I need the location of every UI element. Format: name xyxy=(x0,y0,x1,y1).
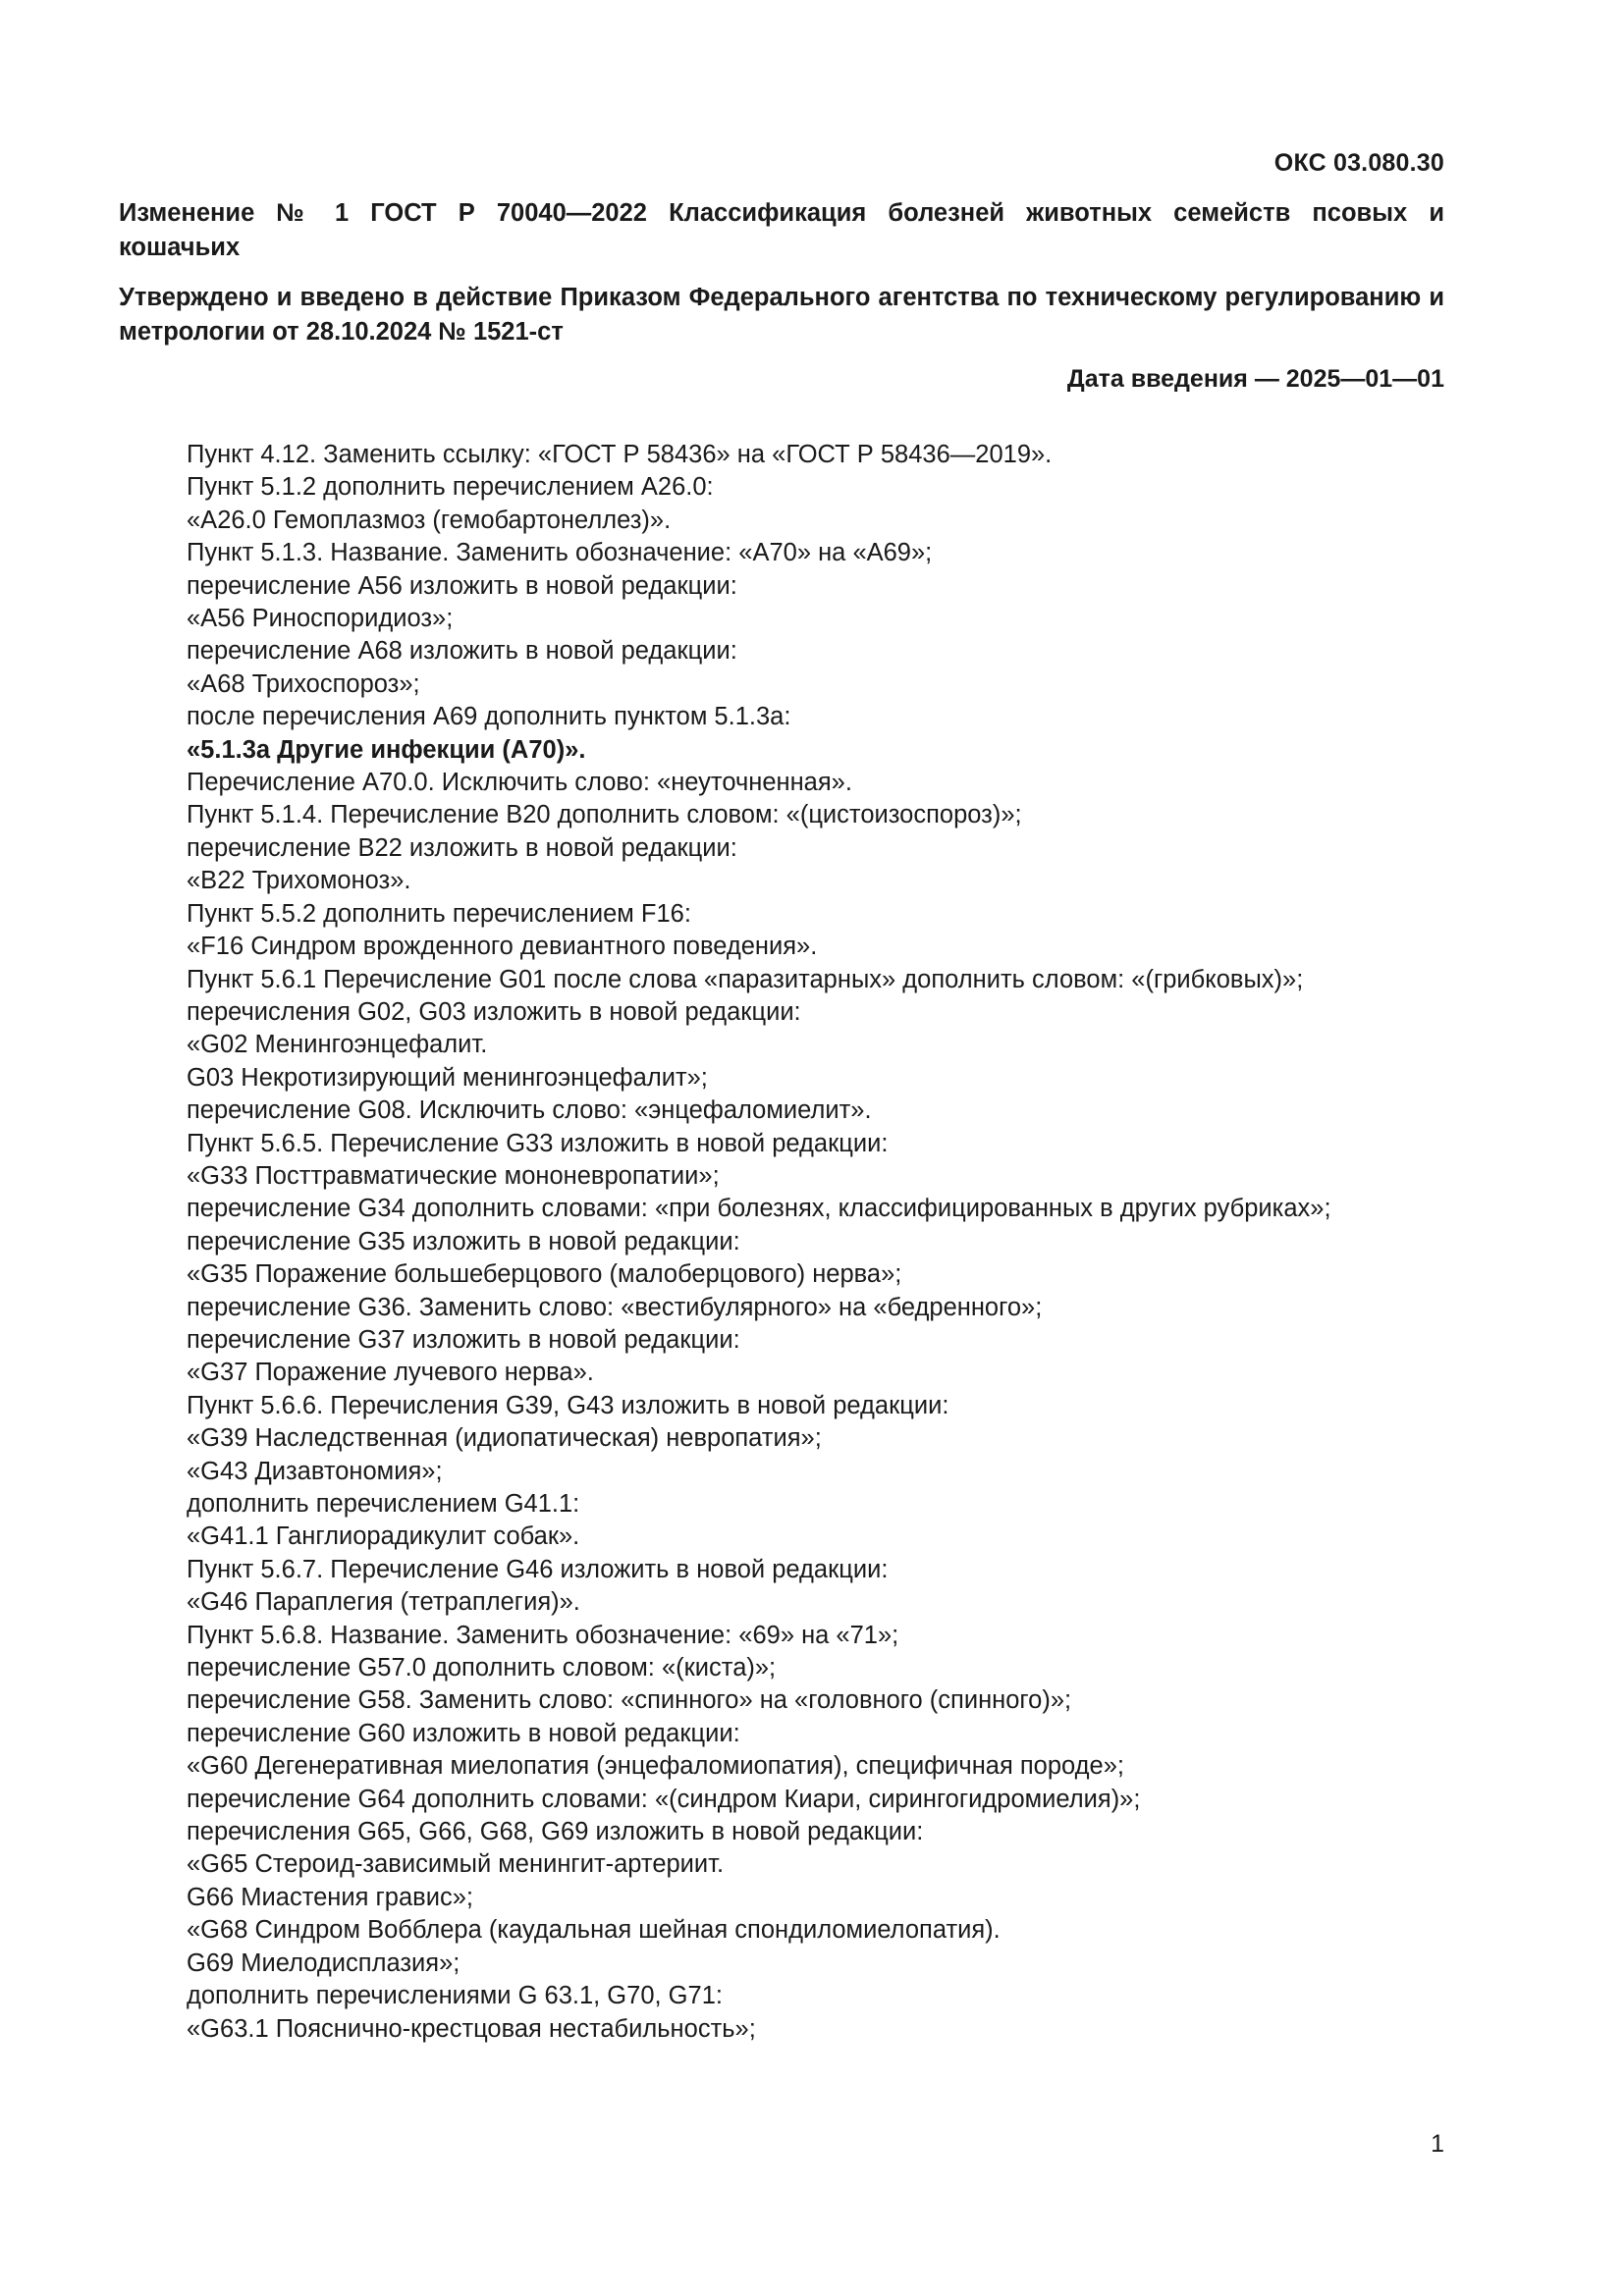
text-line: «G65 Стероид-зависимый менингит-артериит. xyxy=(187,1850,725,1879)
text-line: G03 Некротизирующий менингоэнцефалит»; xyxy=(187,1063,708,1092)
text-line: Пункт 5.6.7. Перечисление G46 изложить в новой редакции: xyxy=(187,1555,889,1583)
text-line: «В22 Трихомоноз». xyxy=(187,867,411,895)
text-line: «А56 Риноспоридиоз»; xyxy=(187,605,454,633)
page-number: 1 xyxy=(1431,2130,1444,2158)
text-line: «G35 Поражение большеберцового (малоберцового) нерва»; xyxy=(187,1260,902,1289)
text-line: Пункт 5.6.8. Название. Заменить обозначение: «69» на «71»; xyxy=(187,1621,899,1649)
text-line: Пункт 5.5.2 дополнить перечислением F16: xyxy=(187,899,691,928)
text-line: перечисление G34 дополнить словами: «при болезнях, классифицированных в других рубриках»; xyxy=(187,1195,1331,1223)
text-line: Пункт 5.1.3. Название. Заменить обозначение: «А70» на «А69»; xyxy=(187,539,933,567)
text-line: Пункт 5.6.5. Перечисление G33 изложить в новой редакции: xyxy=(187,1129,889,1157)
text-line: G69 Миелодисплазия»; xyxy=(187,1949,460,1977)
text-line: перечисления G65, G66, G68, G69 изложить в новой редакции: xyxy=(187,1818,924,1846)
text-line: перечисления G02, G03 изложить в новой редакции: xyxy=(187,997,801,1026)
text-line: перечисление G37 изложить в новой редакции: xyxy=(187,1325,740,1354)
text-line: «А26.0 Гемоплазмоз (гемобартонеллез)». xyxy=(187,506,672,534)
amendment-text xyxy=(187,439,1453,2046)
text-line: Пункт 5.1.2 дополнить перечислением А26.0: xyxy=(187,473,714,502)
text-line: «G68 Синдром Вобблера (каудальная шейная спондиломиелопатия). xyxy=(187,1916,1001,1945)
text-line: перечисление G36. Заменить слово: «вестибулярного» на «бедренного»; xyxy=(187,1293,1043,1321)
text-line: перечисление G64 дополнить словами: «(синдром Киари, сирингогидромиелия)»; xyxy=(187,1785,1141,1813)
text-line: Перечисление А70.0. Исключить слово: «неуточненная». xyxy=(187,769,852,797)
introduction-date: Дата введения — 2025—01—01 xyxy=(1066,365,1444,393)
text-line: перечисление G58. Заменить слово: «спинного» на «головного (спинного)»; xyxy=(187,1686,1072,1715)
text-line: дополнить перечислением G41.1: xyxy=(187,1490,580,1518)
text-line: «G46 Параплегия (тетраплегия)». xyxy=(187,1588,580,1617)
text-line: «G63.1 Пояснично-крестцовая нестабильность»; xyxy=(187,2014,756,2043)
text-line: «G33 Посттравматические мононевропатии»; xyxy=(187,1161,720,1190)
text-line: Пункт 5.6.1 Перечисление G01 после слова «паразитарных» дополнить словом: «(грибковых)»; xyxy=(187,965,1304,993)
text-line: перечисление А68 изложить в новой редакции: xyxy=(187,637,737,666)
text-line: «А68 Трихоспороз»; xyxy=(187,669,420,698)
text-line: «G41.1 Ганглиорадикулит собак». xyxy=(187,1522,580,1551)
section-heading: «5.1.3а Другие инфекции (А70)». xyxy=(187,735,586,764)
text-line: после перечисления А69 дополнить пунктом 5.1.3а: xyxy=(187,703,791,731)
text-line: «F16 Синдром врожденного девиантного поведения». xyxy=(187,933,818,961)
document-title: Изменение № 1 ГОСТ Р 70040—2022 Классификация болезней животных семейств псовых и кошачьих xyxy=(119,199,1444,261)
text-line: перечисление В22 изложить в новой редакции: xyxy=(187,833,737,862)
text-line: перечисление G57.0 дополнить словом: «(киста)»; xyxy=(187,1654,777,1682)
text-line: перечисление G08. Исключить слово: «энцефаломиелит». xyxy=(187,1096,872,1125)
text-line: перечисление G35 изложить в новой редакции: xyxy=(187,1227,740,1255)
text-line: «G43 Дизавтономия»; xyxy=(187,1457,443,1485)
text-line: «G60 Дегенеративная миелопатия (энцефаломиопатия), специфичная породе»; xyxy=(187,1752,1124,1781)
text-line: «G39 Наследственная (идиопатическая) невропатия»; xyxy=(187,1424,822,1453)
text-line: Пункт 5.1.4. Перечисление В20 дополнить словом: «(цистоизоспороз)»; xyxy=(187,801,1022,829)
approval-statement: Утверждено и введено в действие Приказом Федерального агентства по техническому регулированию и метрологии от 28.10.2024 № 1521-ст xyxy=(119,284,1444,346)
text-line: «G02 Менингоэнцефалит. xyxy=(187,1031,488,1059)
text-line: «G37 Поражение лучевого нерва». xyxy=(187,1359,594,1387)
text-line: Пункт 4.12. Заменить ссылку: «ГОСТ Р 58436» на «ГОСТ Р 58436—2019». xyxy=(187,441,1053,468)
text-line: Пункт 5.6.6. Перечисления G39, G43 изложить в новой редакции: xyxy=(187,1391,949,1419)
text-line: G66 Миастения гравис»; xyxy=(187,1883,473,1911)
text-line: перечисление А56 изложить в новой редакции: xyxy=(187,571,737,600)
text-line: дополнить перечислениями G 63.1, G70, G71: xyxy=(187,1982,723,2010)
text-line: перечисление G60 изложить в новой редакции: xyxy=(187,1719,740,1747)
oks-code: ОКС 03.080.30 xyxy=(1273,149,1444,177)
